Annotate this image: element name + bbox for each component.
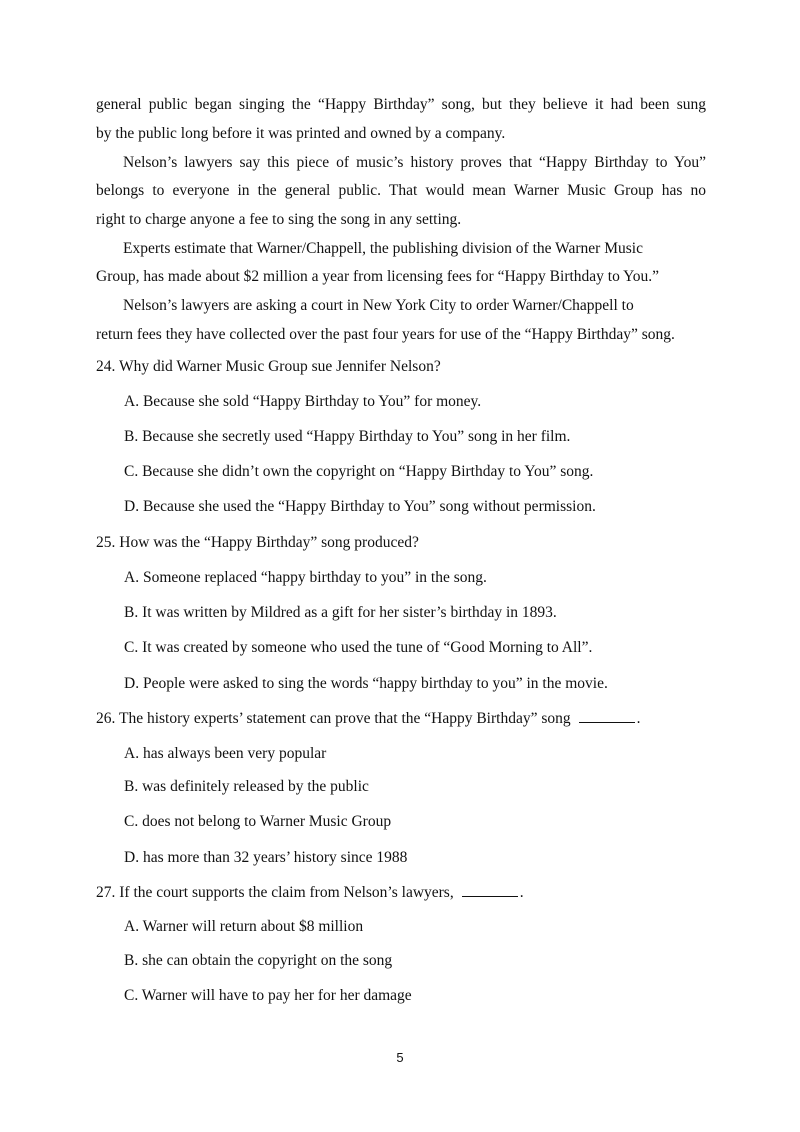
answer-option: B. she can obtain the copyright on the song bbox=[124, 952, 393, 969]
answer-blank bbox=[579, 721, 635, 723]
answer-option: C. Because she didn’t own the copyright on “Happy Birthday to You” song. bbox=[124, 463, 594, 480]
passage-line: belongs to everyone in the general public. That would mean Warner Music Group has no bbox=[96, 182, 706, 199]
answer-option: A. Because she sold “Happy Birthday to You” for money. bbox=[124, 393, 482, 410]
page-number: 5 bbox=[396, 1050, 404, 1065]
question-stem: 25. How was the “Happy Birthday” song produced? bbox=[96, 534, 419, 551]
passage-line: Experts estimate that Warner/Chappell, the publishing division of the Warner Music bbox=[123, 240, 643, 257]
answer-option: A. has always been very popular bbox=[124, 745, 327, 762]
answer-option: D. has more than 32 years’ history since 1988 bbox=[124, 849, 408, 866]
question-stem: 26. The history experts’ statement can prove that the “Happy Birthday” song bbox=[96, 710, 571, 727]
answer-option: C. does not belong to Warner Music Group bbox=[124, 813, 392, 830]
answer-option: C. It was created by someone who used the tune of “Good Morning to All”. bbox=[124, 639, 593, 656]
answer-option: B. It was written by Mildred as a gift for her sister’s birthday in 1893. bbox=[124, 604, 557, 621]
question-stem-row bbox=[96, 709, 706, 729]
passage-line: Group, has made about $2 million a year from licensing fees for “Happy Birthday to You.” bbox=[96, 268, 660, 285]
answer-option: B. was definitely released by the public bbox=[124, 778, 369, 795]
answer-option: B. Because she secretly used “Happy Birthday to You” song in her film. bbox=[124, 428, 571, 445]
answer-option: A. Warner will return about $8 million bbox=[124, 918, 364, 935]
question-stem-row bbox=[96, 883, 706, 903]
answer-option: D. People were asked to sing the words “happy birthday to you” in the movie. bbox=[124, 675, 608, 692]
passage-line: general public began singing the “Happy Birthday” song, but they believe it had been sung bbox=[96, 96, 706, 113]
question-stem: 24. Why did Warner Music Group sue Jennifer Nelson? bbox=[96, 358, 441, 375]
question-stem: 27. If the court supports the claim from Nelson’s lawyers, bbox=[96, 884, 454, 901]
answer-option: C. Warner will have to pay her for her damage bbox=[124, 987, 412, 1004]
question-stem-end: . bbox=[636, 710, 641, 727]
answer-option: A. Someone replaced “happy birthday to you” in the song. bbox=[124, 569, 487, 586]
passage-line: right to charge anyone a fee to sing the song in any setting. bbox=[96, 211, 462, 228]
passage-line: Nelson’s lawyers are asking a court in New York City to order Warner/Chappell to bbox=[123, 297, 634, 314]
passage-line: Nelson’s lawyers say this piece of music’s history proves that “Happy Birthday to You” bbox=[123, 154, 706, 171]
passage-line: return fees they have collected over the past four years for use of the “Happy Birthday” song. bbox=[96, 326, 675, 343]
answer-option: D. Because she used the “Happy Birthday to You” song without permission. bbox=[124, 498, 596, 515]
passage-line: by the public long before it was printed and owned by a company. bbox=[96, 125, 506, 142]
question-stem-end: . bbox=[519, 884, 524, 901]
answer-blank bbox=[462, 895, 518, 897]
